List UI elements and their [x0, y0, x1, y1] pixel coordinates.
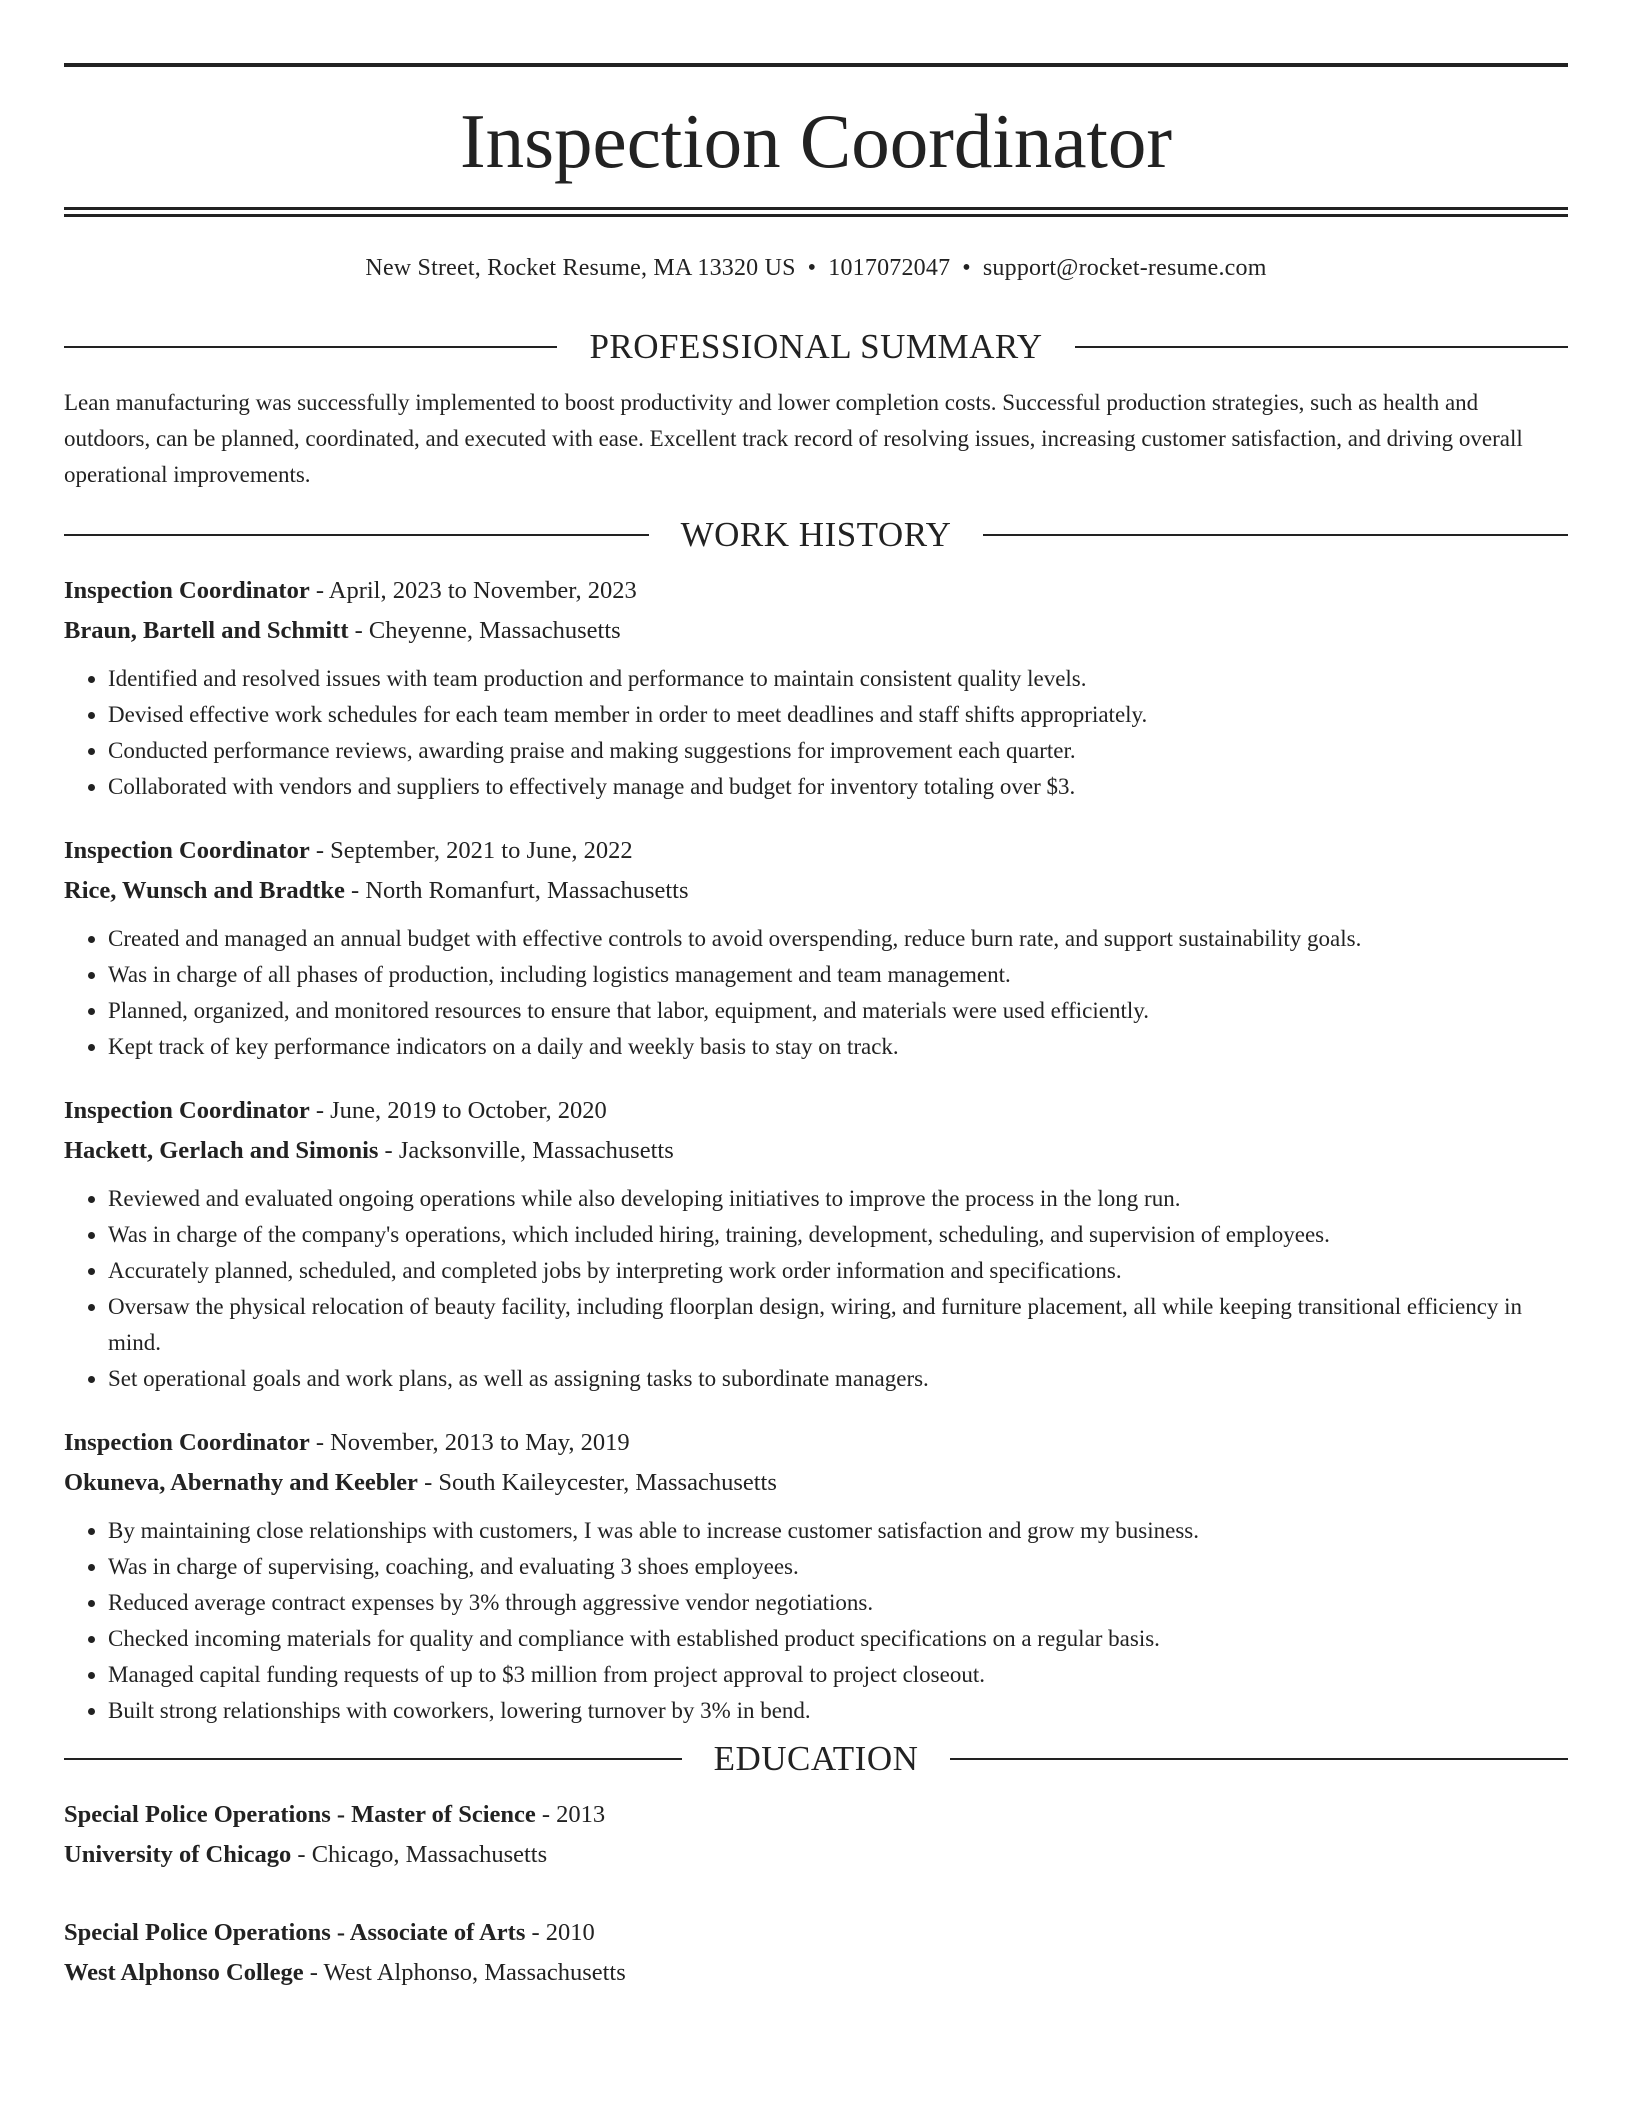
section-title: EDUCATION: [713, 1739, 919, 1778]
education-entry: [64, 1795, 1568, 1875]
contact-separator: •: [962, 255, 971, 281]
contact-line: [64, 255, 1568, 295]
job-location: - Jacksonville, Massachusetts: [378, 1137, 674, 1164]
job-gap: [64, 1065, 1568, 1091]
work-history-list: [64, 571, 1568, 1729]
header-top-rule: [64, 63, 1568, 67]
job-bullets: [64, 661, 1568, 805]
resume-page: [64, 0, 1568, 1993]
education-school-line: [64, 1835, 1568, 1875]
section-rule: [1075, 346, 1568, 348]
job-bullet: • By maintaining close relationships with customers, I was able to increase customer satisfaction and grow my business.: [108, 1513, 1568, 1549]
job-title: Inspection Coordinator: [64, 577, 310, 604]
job-bullets: [64, 1513, 1568, 1729]
job-title-line: [64, 571, 1568, 611]
job-title: Inspection Coordinator: [64, 1429, 310, 1456]
job-location: - North Romanfurt, Massachusetts: [344, 877, 689, 904]
contact-phone: 1017072047: [828, 255, 951, 281]
section-rule: [64, 534, 649, 536]
job-location: - South Kaileycester, Massachusetts: [417, 1469, 777, 1496]
summary-text: Lean manufacturing was successfully implemented to boost productivity and lower completion costs. Successful production strategies, such as health and outdoors, can be planned, coordinated, and executed with ease. Excellent track record of resolving issues, increasing customer satisfaction, and driving overall operational improvements.: [64, 390, 1523, 487]
job-company: Rice, Wunsch and Bradtke: [64, 877, 345, 904]
job-bullet: • Was in charge of supervising, coaching, and evaluating 3 shoes employees.: [108, 1549, 1568, 1585]
job-company: Hackett, Gerlach and Simonis: [64, 1137, 379, 1164]
education-school-line: [64, 1953, 1568, 1993]
job-bullet: • Identified and resolved issues with team production and performance to maintain consistent quality levels.: [108, 661, 1568, 697]
section-title: PROFESSIONAL SUMMARY: [589, 327, 1043, 366]
job-bullet: • Oversaw the physical relocation of beauty facility, including floorplan design, wiring, and furniture placement, all while keeping transitional efficiency in mind.: [108, 1289, 1568, 1361]
job-entry: [64, 805, 1568, 1065]
education-degree-line: [64, 1795, 1568, 1835]
job-bullet: • Devised effective work schedules for each team member in order to meet deadlines and staff shifts appropriately.: [108, 697, 1568, 733]
job-entry: [64, 1397, 1568, 1729]
job-bullets: [64, 921, 1568, 1065]
job-company: Okuneva, Abernathy and Keebler: [64, 1469, 418, 1496]
education-location: - Chicago, Massachusetts: [291, 1841, 548, 1868]
job-bullet: • Created and managed an annual budget with effective controls to avoid overspending, reduce burn rate, and support sustainability goals.: [108, 921, 1568, 957]
education-degree: Special Police Operations - Associate of Arts: [64, 1919, 526, 1946]
section-rule: [983, 534, 1568, 536]
education-year: - 2013: [535, 1801, 606, 1828]
job-bullet: • Was in charge of all phases of production, including logistics management and team management.: [108, 957, 1568, 993]
contact-email: support@rocket-resume.com: [982, 255, 1267, 281]
education-year: - 2010: [525, 1919, 595, 1946]
education-heading: [64, 1737, 1568, 1781]
job-bullet: • Built strong relationships with coworkers, lowering turnover by 3% in bend.: [108, 1693, 1568, 1729]
job-bullet: • Checked incoming materials for quality and compliance with established product specifications on a regular basis.: [108, 1621, 1568, 1657]
job-company: Braun, Bartell and Schmitt: [64, 617, 349, 644]
job-entry: [64, 571, 1568, 805]
education-degree: Special Police Operations - Master of Science: [64, 1801, 536, 1828]
job-bullets: [64, 1181, 1568, 1397]
job-bullet: • Accurately planned, scheduled, and completed jobs by interpreting work order information and specifications.: [108, 1253, 1568, 1289]
candidate-name: Inspection Coordinator: [459, 98, 1173, 184]
job-company-line: [64, 1463, 1568, 1503]
job-title: Inspection Coordinator: [64, 837, 310, 864]
job-bullet: • Reduced average contract expenses by 3% through aggressive vendor negotiations.: [108, 1585, 1568, 1621]
education-list: [64, 1795, 1568, 1993]
job-bullet: • Collaborated with vendors and suppliers to effectively manage and budget for inventory totaling over $3.: [108, 769, 1568, 805]
education-location: - West Alphonso, Massachusetts: [303, 1959, 626, 1986]
job-company-line: [64, 1131, 1568, 1171]
contact-address: New Street, Rocket Resume, MA 13320 US: [365, 255, 796, 281]
job-bullet: • Set operational goals and work plans, as well as assigning tasks to subordinate managers.: [108, 1361, 1568, 1397]
job-dates: - June, 2019 to October, 2020: [309, 1097, 607, 1124]
education-degree-line: [64, 1913, 1568, 1953]
section-title: WORK HISTORY: [680, 515, 952, 554]
section-rule: [950, 1758, 1568, 1760]
job-dates: - April, 2023 to November, 2023: [309, 577, 637, 604]
job-bullet: • Kept track of key performance indicators on a daily and weekly basis to stay on track.: [108, 1029, 1568, 1065]
header-double-rule: [64, 207, 1568, 217]
education-gap: [64, 1875, 1568, 1913]
summary-heading: [64, 325, 1568, 369]
job-bullet: • Planned, organized, and monitored resources to ensure that labor, equipment, and materials were used efficiently.: [108, 993, 1568, 1029]
job-bullet: • Was in charge of the company's operations, which included hiring, training, development, scheduling, and supervision of employees.: [108, 1217, 1568, 1253]
section-rule: [64, 346, 557, 348]
education-school: West Alphonso College: [64, 1959, 304, 1986]
job-title-line: [64, 1423, 1568, 1463]
job-title: Inspection Coordinator: [64, 1097, 310, 1124]
job-gap: [64, 805, 1568, 831]
job-company-line: [64, 871, 1568, 911]
job-title-line: [64, 831, 1568, 871]
job-bullet: • Reviewed and evaluated ongoing operations while also developing initiatives to improve the process in the long run.: [108, 1181, 1568, 1217]
contact-separator: •: [807, 255, 817, 281]
job-dates: - November, 2013 to May, 2019: [309, 1429, 630, 1456]
job-bullet: • Managed capital funding requests of up to $3 million from project approval to project closeout.: [108, 1657, 1568, 1693]
education-entry: [64, 1875, 1568, 1993]
job-location: - Cheyenne, Massachusetts: [348, 617, 621, 644]
job-dates: - September, 2021 to June, 2022: [309, 837, 633, 864]
job-gap: [64, 1397, 1568, 1423]
job-company-line: [64, 611, 1568, 651]
job-bullet: • Conducted performance reviews, awarding praise and making suggestions for improvement each quarter.: [108, 733, 1568, 769]
job-title-line: [64, 1091, 1568, 1131]
job-entry: [64, 1065, 1568, 1397]
section-rule: [64, 1758, 682, 1760]
work-history-heading: [64, 513, 1568, 557]
education-school: University of Chicago: [64, 1841, 292, 1868]
